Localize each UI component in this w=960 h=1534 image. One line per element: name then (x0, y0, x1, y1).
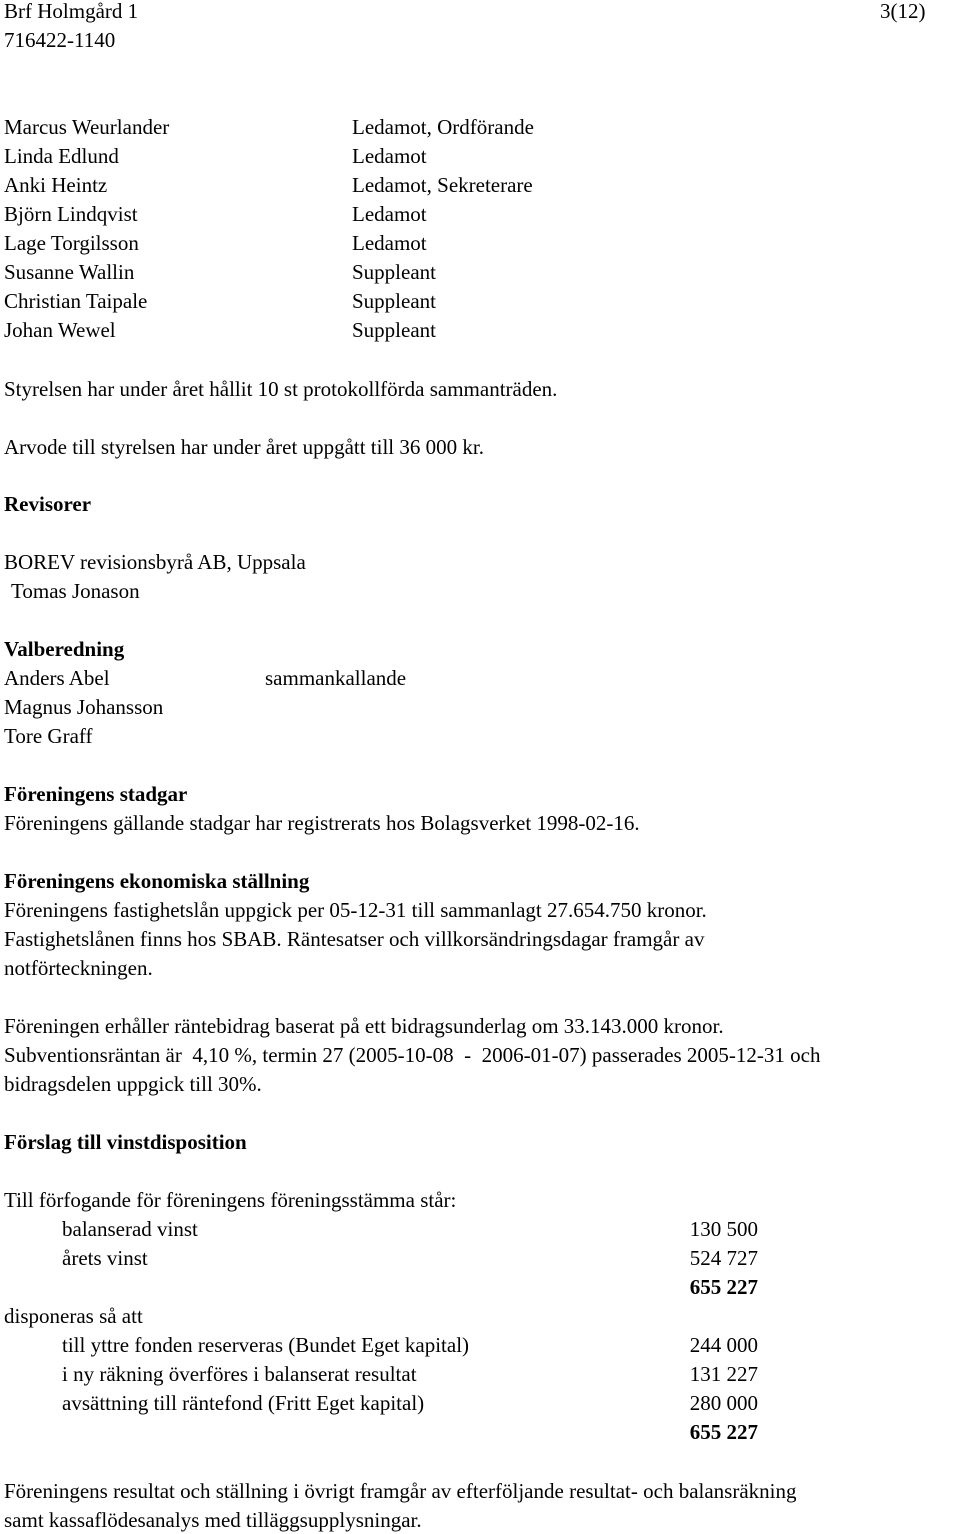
proposal-intro: Till förfogande för föreningens föreningsstämma står: (4, 1188, 457, 1212)
org-name: Brf Holmgård 1 (4, 0, 139, 23)
statutes-text: Föreningens gällande stadgar har registrerats hos Bolagsverket 1998-02-16. (4, 811, 640, 835)
disposition-label: i ny räkning överföres i balanserat resultat (62, 1362, 417, 1386)
board-member-role: Suppleant (352, 318, 436, 342)
disposition-amount: 280 000 (689, 1391, 758, 1415)
auditor-person: Tomas Jonason (11, 579, 140, 603)
finances-line: Föreningens fastighetslån uppgick per 05-12-31 till sammanlagt 27.654.750 kronor. (4, 898, 707, 922)
available-total: 655 227 (689, 1275, 758, 1299)
board-member-role: Ledamot, Ordförande (352, 115, 534, 139)
board-member-role: Ledamot (352, 231, 427, 255)
proposal-heading: Förslag till vinstdisposition (4, 1130, 247, 1154)
finances-line: notförteckningen. (4, 956, 153, 980)
board-member-name: Christian Taipale (4, 289, 148, 313)
auditors-heading: Revisorer (4, 492, 92, 516)
board-member-role: Suppleant (352, 260, 436, 284)
available-label: balanserad vinst (62, 1217, 198, 1241)
closing-line: samt kassaflödesanalys med tilläggsupplysningar. (4, 1508, 422, 1532)
board-fee-text: Arvode till styrelsen har under året uppgått till 36 000 kr. (4, 435, 484, 459)
board-member-name: Susanne Wallin (4, 260, 135, 284)
statutes-heading: Föreningens stadgar (4, 782, 188, 806)
auditor-firm: BOREV revisionsbyrå AB, Uppsala (4, 550, 306, 574)
nomination-member-name: Magnus Johansson (4, 695, 164, 719)
board-member-role: Ledamot, Sekreterare (352, 173, 533, 197)
disposition-amount: 131 227 (689, 1362, 758, 1386)
meetings-text: Styrelsen har under året hållit 10 st protokollförda sammanträden. (4, 377, 558, 401)
closing-line: Föreningens resultat och ställning i övrigt framgår av efterföljande resultat- och balansräkning (4, 1479, 797, 1503)
board-member-role: Ledamot (352, 144, 427, 168)
available-label: årets vinst (62, 1246, 148, 1270)
disposition-amount: 244 000 (689, 1333, 758, 1357)
finances-line: Fastighetslånen finns hos SBAB. Räntesatser och villkorsändringsdagar framgår av (4, 927, 705, 951)
board-member-role: Ledamot (352, 202, 427, 226)
board-member-name: Johan Wewel (4, 318, 116, 342)
dispose-label: disponeras så att (4, 1304, 143, 1328)
board-member-name: Björn Lindqvist (4, 202, 138, 226)
disposition-label: avsättning till räntefond (Fritt Eget kapital) (62, 1391, 425, 1415)
subsidy-line: Subventionsräntan är 4,10 %, termin 27 (2005-10-08 - 2006-01-07) passerades 2005-12-31 och (4, 1043, 821, 1067)
nomination-member-name: Tore Graff (4, 724, 93, 748)
dispositions-total: 655 227 (689, 1420, 758, 1444)
nomination-member-name: Anders Abel (4, 666, 110, 690)
subsidy-line: bidragsdelen uppgick till 30%. (4, 1072, 262, 1096)
available-amount: 130 500 (689, 1217, 758, 1241)
board-member-name: Linda Edlund (4, 144, 119, 168)
page-number: 3(12) (880, 0, 926, 23)
disposition-label: till yttre fonden reserveras (Bundet Eget kapital) (62, 1333, 470, 1357)
org-number: 716422-1140 (4, 28, 116, 52)
nomination-heading: Valberedning (4, 637, 125, 661)
subsidy-line: Föreningen erhåller räntebidrag baserat på ett bidragsunderlag om 33.143.000 kronor. (4, 1014, 724, 1038)
available-amount: 524 727 (689, 1246, 758, 1270)
board-member-name: Anki Heintz (4, 173, 108, 197)
board-member-name: Marcus Weurlander (4, 115, 170, 139)
board-member-name: Lage Torgilsson (4, 231, 139, 255)
finances-heading: Föreningens ekonomiska ställning (4, 869, 310, 893)
board-member-role: Suppleant (352, 289, 436, 313)
nomination-member-role: sammankallande (265, 666, 407, 690)
